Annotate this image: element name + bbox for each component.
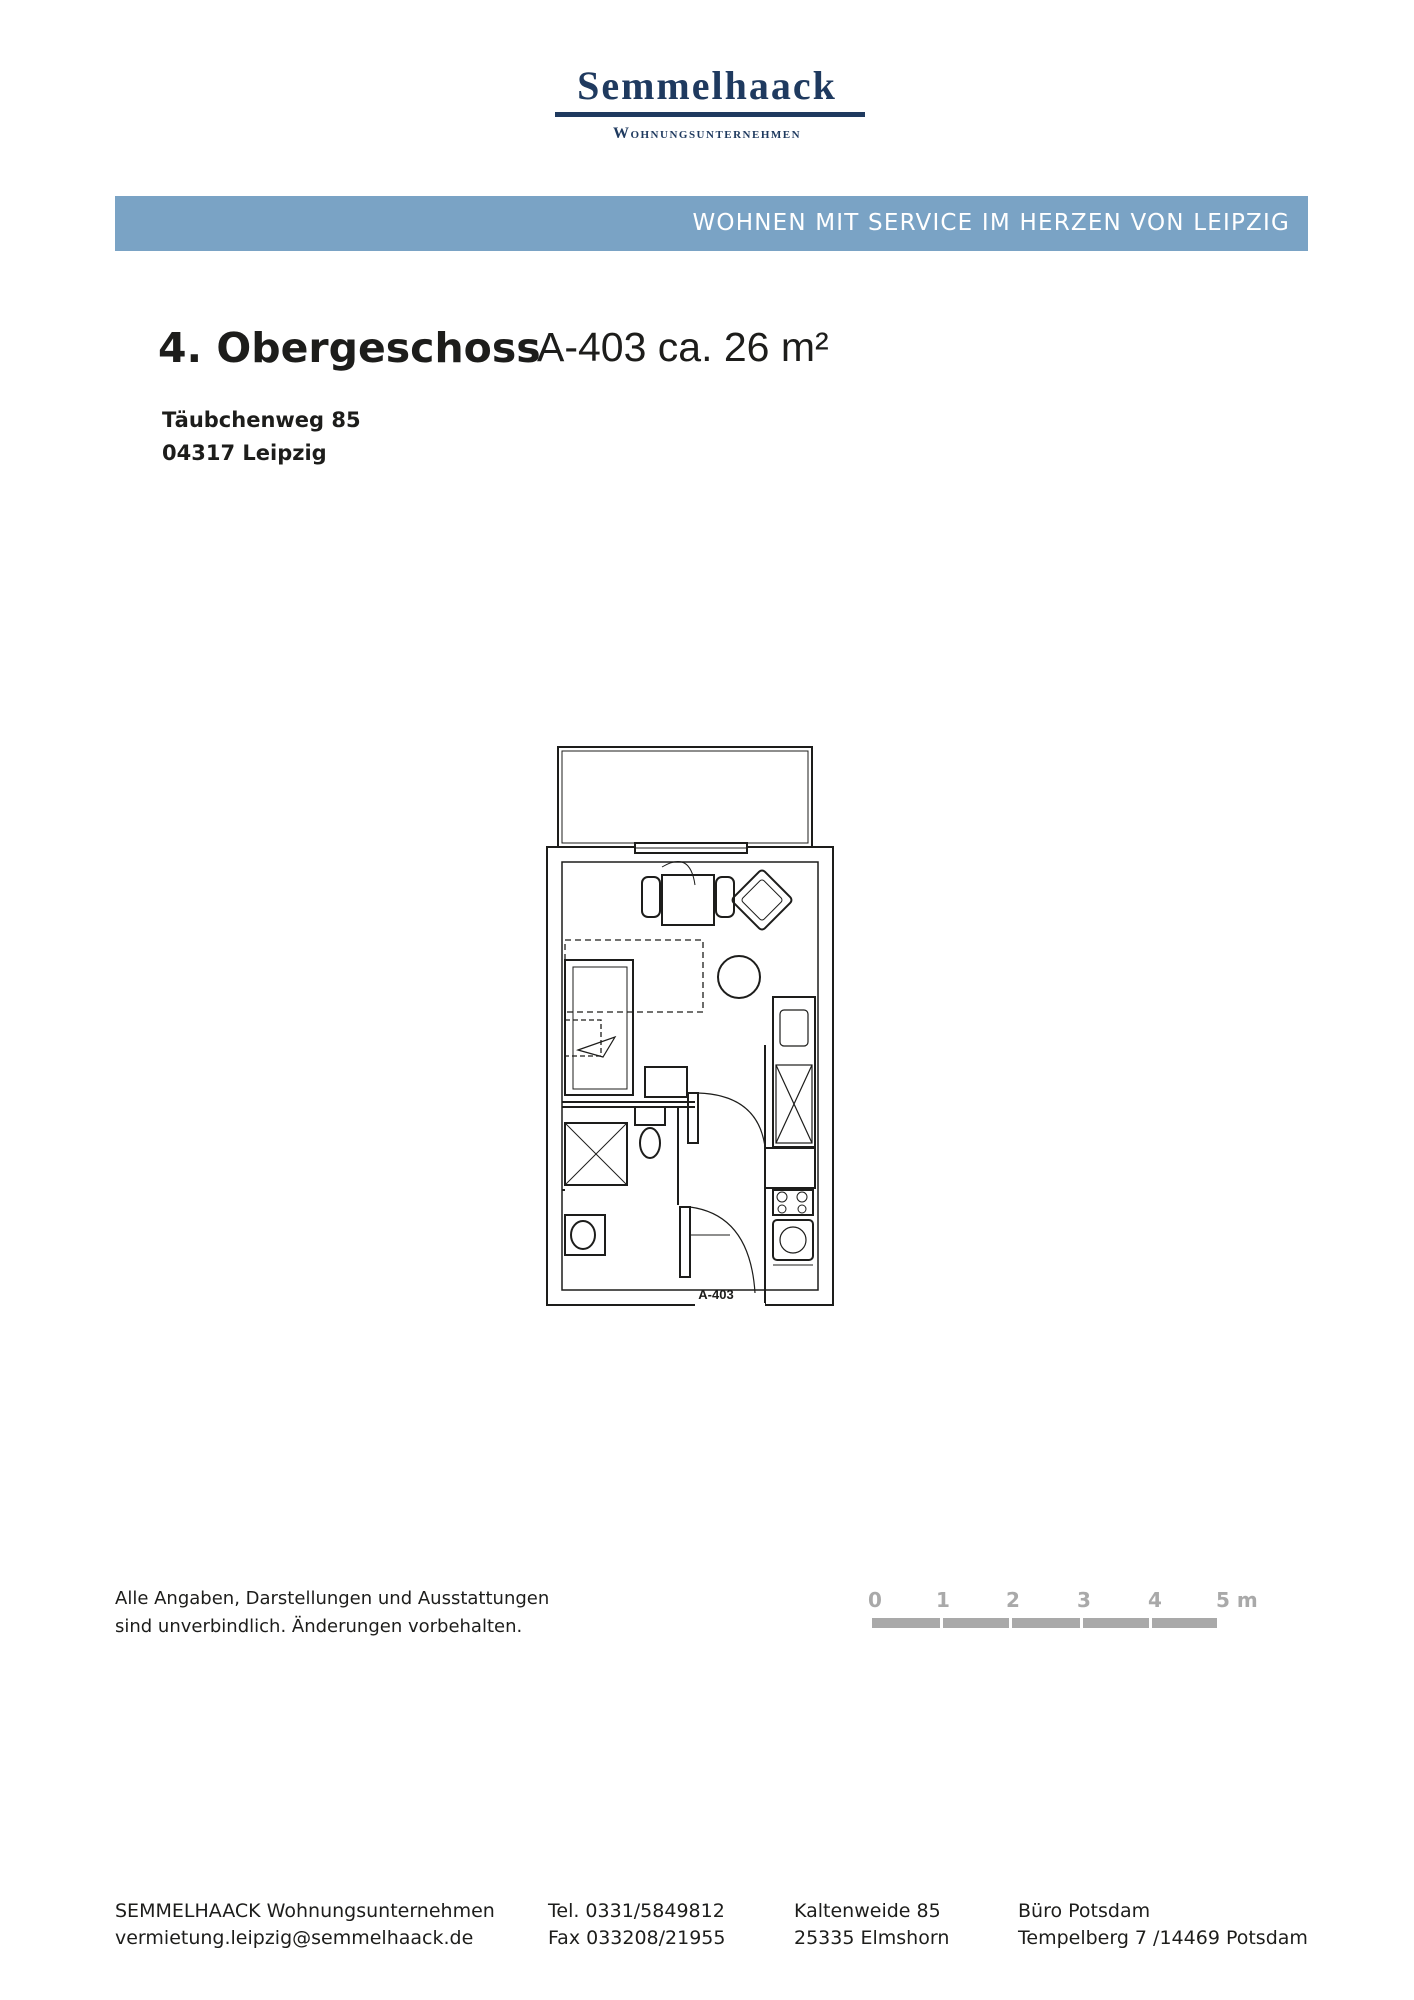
footer-fax: Fax 033208/21955 xyxy=(548,1927,726,1949)
footer-tel: Tel. 0331/5849812 xyxy=(548,1900,725,1922)
scale-segment xyxy=(943,1618,1009,1628)
disclaimer-line-2: sind unverbindlich. Änderungen vorbehalten. xyxy=(115,1616,523,1637)
scale-segment xyxy=(1083,1618,1149,1628)
logo-wordmark: Semmelhaack xyxy=(577,63,837,108)
cabinet xyxy=(645,1067,687,1097)
footer-company: SEMMELHAACK Wohnungsunternehmen xyxy=(115,1900,495,1922)
disclaimer-line-1: Alle Angaben, Darstellungen und Ausstattungen xyxy=(115,1588,550,1609)
chair-right xyxy=(716,877,734,917)
footer-city: 25335 Elmshorn xyxy=(794,1927,950,1949)
floor-title: 4. Obergeschoss xyxy=(158,324,541,372)
floor-plan xyxy=(540,745,840,1315)
header-banner xyxy=(115,196,1308,251)
address-city: 04317 Leipzig xyxy=(162,441,327,465)
scale-segment xyxy=(1012,1618,1080,1628)
scale-tick: 5 m xyxy=(1216,1588,1258,1612)
scale-tick: 2 xyxy=(1006,1588,1020,1612)
kitchen-sink xyxy=(773,1220,813,1260)
armchair xyxy=(731,869,793,931)
footer-office-address: Tempelberg 7 /14469 Potsdam xyxy=(1018,1927,1308,1949)
scale-tick: 0 xyxy=(868,1588,882,1612)
footer-office: Büro Potsdam xyxy=(1018,1900,1151,1922)
banner-text: WOHNEN MIT SERVICE IM HERZEN VON LEIPZIG xyxy=(692,210,1290,236)
bed xyxy=(565,960,633,1095)
logo-rule xyxy=(555,112,865,117)
chair-left xyxy=(642,877,660,917)
table xyxy=(662,875,714,925)
scale-segment xyxy=(872,1618,940,1628)
balcony xyxy=(558,747,812,847)
footer-street: Kaltenweide 85 xyxy=(794,1900,941,1922)
scale-tick: 4 xyxy=(1148,1588,1162,1612)
scale-tick: 1 xyxy=(936,1588,950,1612)
unit-title: A-403 ca. 26 m² xyxy=(537,324,829,370)
scale-segment xyxy=(1152,1618,1217,1628)
scale-tick: 3 xyxy=(1077,1588,1091,1612)
plan-label: A-403 xyxy=(698,1287,734,1302)
round-table xyxy=(718,956,760,998)
footer-email[interactable]: vermietung.leipzig@semmelhaack.de xyxy=(115,1927,474,1949)
logo-subtitle: Wohnungsunternehmen xyxy=(612,125,802,142)
address-street: Täubchenweg 85 xyxy=(162,408,361,432)
toilet xyxy=(640,1128,660,1158)
